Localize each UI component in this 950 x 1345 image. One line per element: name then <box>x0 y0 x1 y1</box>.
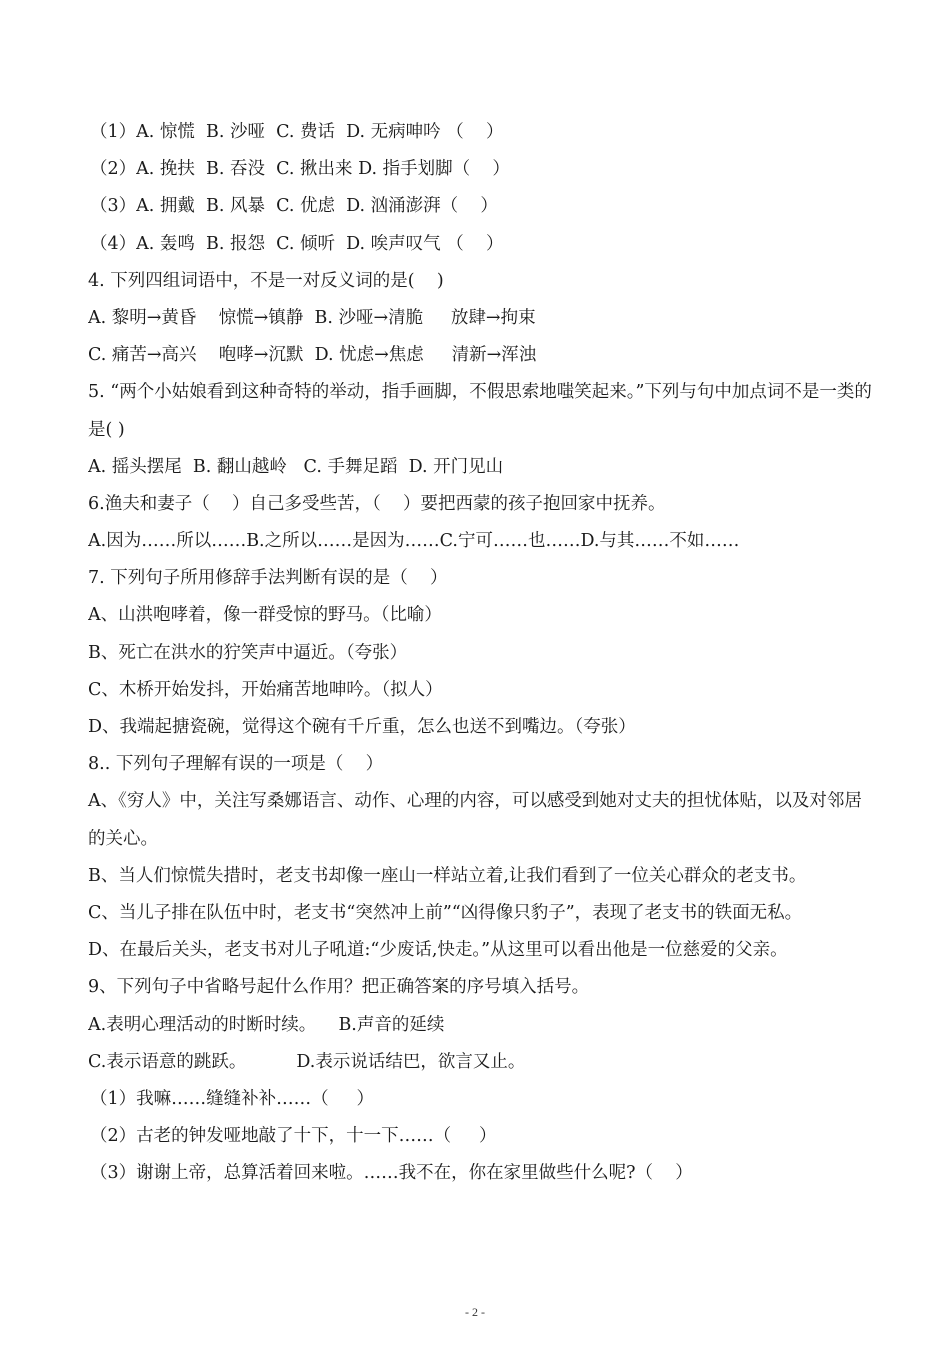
q9-sentence-3: （3）谢谢上帝，总算活着回来啦。……我不在，你在家里做些什么呢?（ ） <box>90 1163 693 1184</box>
q9-choices-cd: C.表示语意的跳跃。 D.表示说话结巴，欲言又止。 <box>88 1051 526 1072</box>
q4-option-cd: C. 痛苦→高兴 咆哮→沉默 D. 忧虑→焦虑 清新→浑浊 <box>88 345 537 366</box>
q9-sentence-1: （1）我嘛……缝缝补补……（ ） <box>90 1088 374 1109</box>
q8-option-b: B、当人们惊慌失措时，老支书却像一座山一样站立着,让我们看到了一位关心群众的老支书。 <box>88 865 807 886</box>
q7-option-a: A、山洪咆哮着，像一群受惊的野马。（比喻） <box>88 605 442 626</box>
q3-option-line-2: （2）A. 挽扶 B. 吞没 C. 揪出来 D. 指手划脚（ ） <box>90 159 510 180</box>
q8-option-c: C、当儿子排在队伍中时，老支书“突然冲上前”“凶得像只豹子”，表现了老支书的铁面无私。 <box>88 903 803 923</box>
q5-stem: 5. “两个小姑娘看到这种奇特的举动，指手画脚，不假思索地嗤笑起来。”下列与句中加点词不是一类的是( ) <box>88 382 872 440</box>
q4-stem: 4. 下列四组词语中，不是一对反义词的是( ) <box>88 270 444 291</box>
q7-option-d: D、我端起搪瓷碗，觉得这个碗有千斤重，怎么也送不到嘴边。（夸张） <box>88 717 636 738</box>
q3-option-line-3: （3）A. 拥戴 B. 风暴 C. 优虑 D. 汹涌澎湃（ ） <box>90 196 498 217</box>
q3-option-line-4: （4）A. 轰鸣 B. 报怨 C. 倾听 D. 唉声叹气 （ ） <box>90 233 504 254</box>
q5-options: A. 摇头摆尾 B. 翻山越岭 C. 手舞足蹈 D. 开门见山 <box>88 456 504 477</box>
q7-option-c: C、木桥开始发抖，开始痛苦地呻吟。（拟人） <box>88 679 443 700</box>
q8-option-a: A、《穷人》中，关注写桑娜语言、动作、心理的内容，可以感受到她对丈夫的担忧体贴，以及对邻居的关心。 <box>88 791 862 849</box>
q4-option-ab: A. 黎明→黄昏 惊慌→镇静 B. 沙哑→清脆 放肆→拘束 <box>88 307 536 328</box>
worksheet-body <box>88 114 878 1193</box>
q6-options: A.因为……所以……B.之所以……是因为……C.宁可……也……D.与其……不如…… <box>88 531 740 552</box>
q9-stem: 9、下列句子中省略号起什么作用？把正确答案的序号填入括号。 <box>88 977 590 998</box>
q7-stem: 7. 下列句子所用修辞手法判断有误的是（ ） <box>88 568 448 589</box>
q8-option-d: D、在最后关头，老支书对儿子吼道:“少废话,快走。”从这里可以看出他是一位慈爱的父亲。 <box>88 940 788 961</box>
q6-stem: 6.渔夫和妻子（ ）自己多受些苦，（ ）要把西蒙的孩子抱回家中抚养。 <box>88 493 666 514</box>
q7-option-b: B、死亡在洪水的狞笑声中逼近。（夸张） <box>88 642 408 663</box>
q9-sentence-2: （2）古老的钟发哑地敲了十下，十一下……（ ） <box>90 1126 497 1147</box>
q9-choices-ab: A.表明心理活动的时断时续。 B.声音的延续 <box>88 1014 445 1035</box>
page-number: - 2 - <box>465 1305 485 1319</box>
q8-stem: 8.. 下列句子理解有误的一项是（ ） <box>88 754 384 775</box>
q3-option-line-1: （1）A. 惊慌 B. 沙哑 C. 费话 D. 无病呻吟 （ ） <box>90 122 504 142</box>
